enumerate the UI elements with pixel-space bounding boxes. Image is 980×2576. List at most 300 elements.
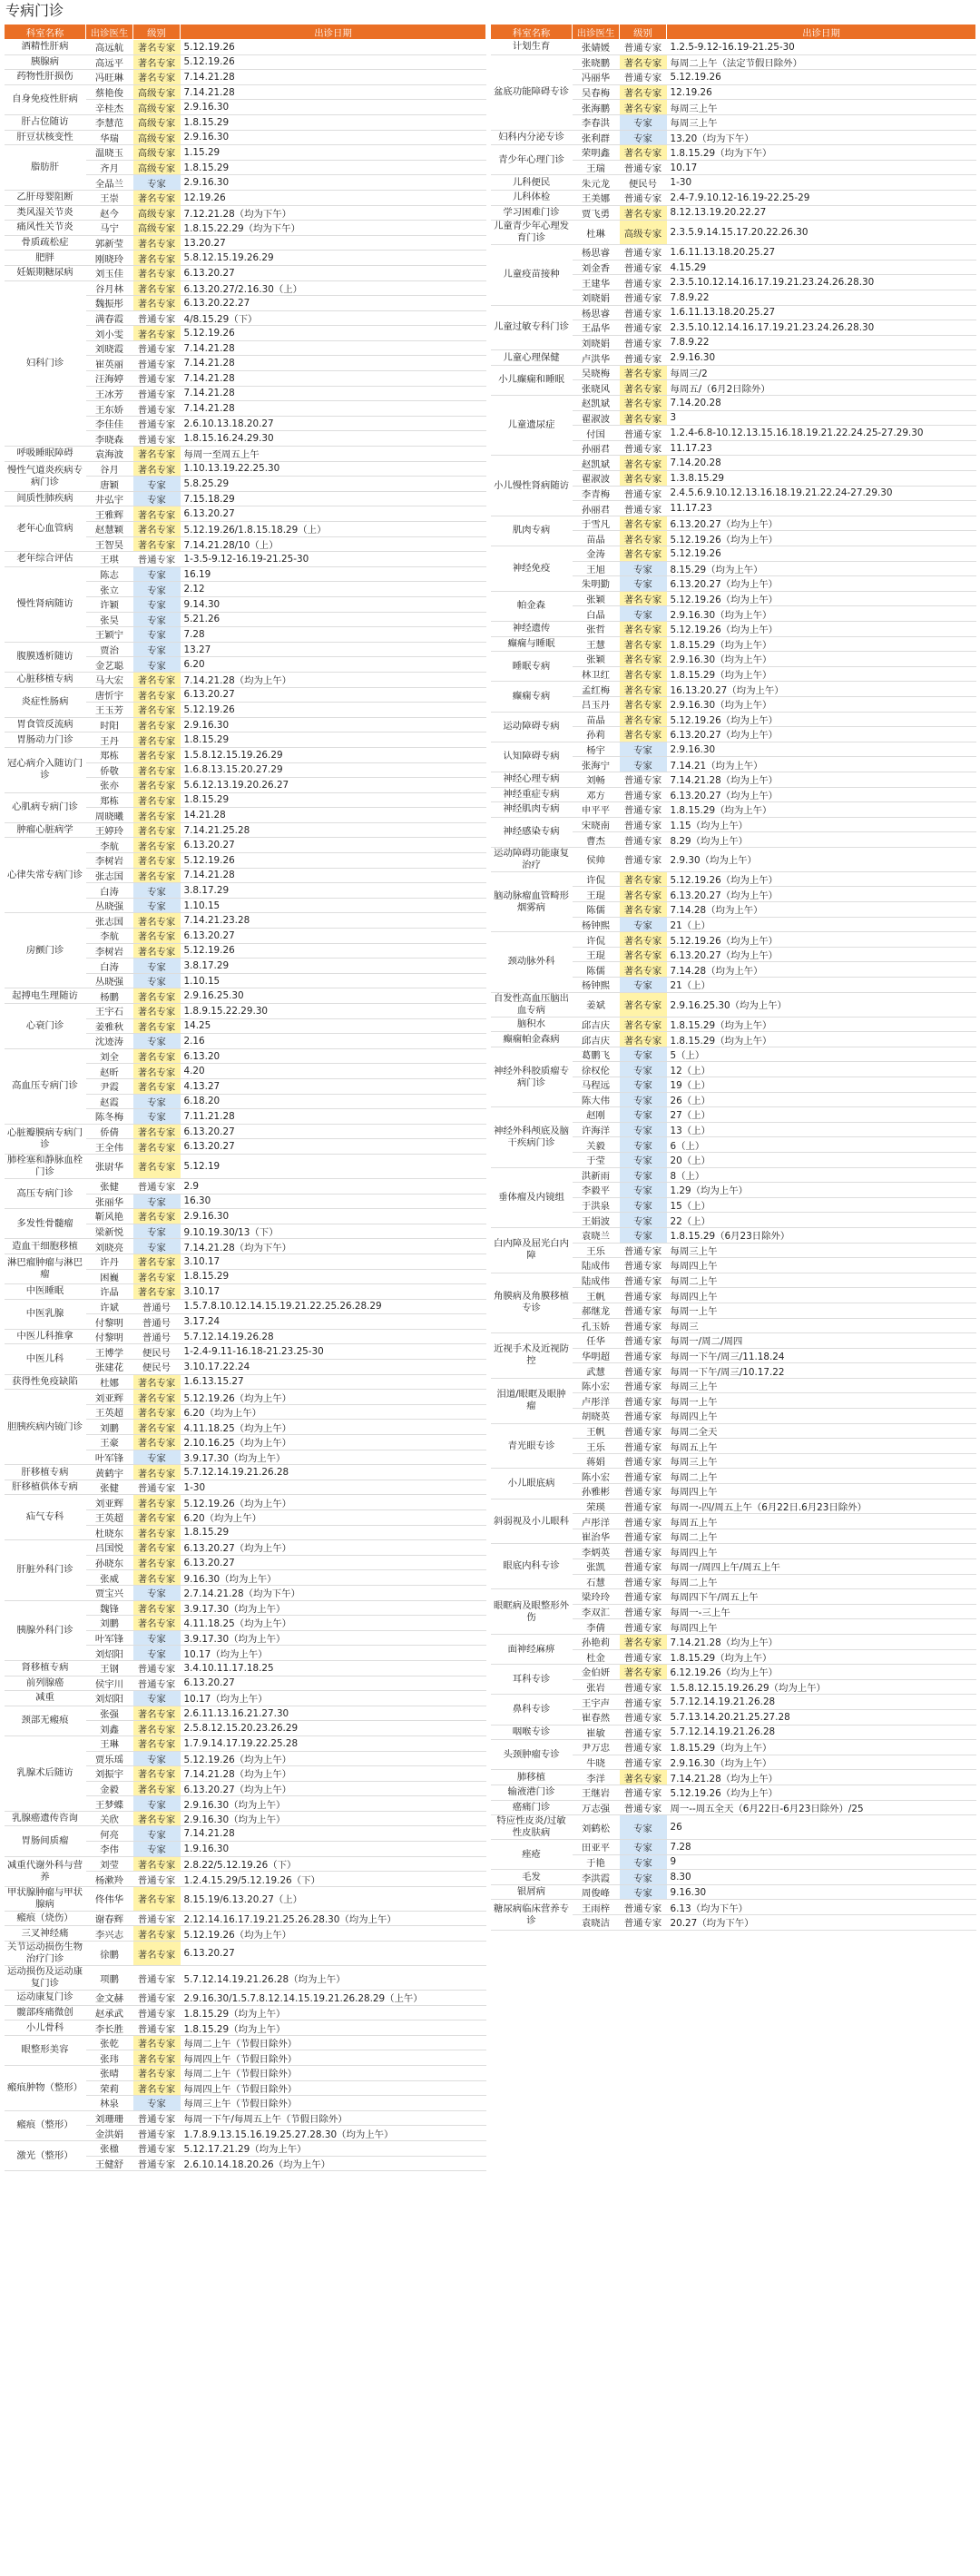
dept-cell: 颈部无瘢痕 <box>5 1706 86 1735</box>
date-cell: 6.13.20.27（均为上午） <box>181 1540 486 1556</box>
dept-cell: 肺栓塞和静脉血栓门诊 <box>5 1154 86 1178</box>
table-row <box>5 838 486 853</box>
level-cell: 著名专家 <box>620 947 667 962</box>
level-cell: 专家 <box>620 1077 667 1093</box>
table-row <box>5 205 486 221</box>
table-row <box>5 1856 486 1872</box>
level-cell: 著名专家 <box>133 1811 181 1826</box>
table-row <box>491 1695 976 1710</box>
date-cell: 每周三上午（节假日除外） <box>181 2096 486 2111</box>
level-cell: 著名专家 <box>133 2050 181 2066</box>
doctor-cell: 邱吉庆 <box>573 1017 620 1032</box>
doctor-cell: 侯宇川 <box>86 1676 133 1691</box>
doctor-cell: 曹杰 <box>573 832 620 848</box>
date-cell: 3.10.17 <box>181 1284 486 1300</box>
date-cell: 9.16.30 <box>667 1884 976 1900</box>
dept-cell: 肿瘤心脏病学 <box>5 822 86 838</box>
level-cell: 著名专家 <box>133 1886 181 1911</box>
level-cell: 著名专家 <box>620 1770 667 1785</box>
doctor-cell: 唐忻宇 <box>86 687 133 703</box>
dept-cell: 高血压专病门诊 <box>5 1048 86 1124</box>
schedule-table-left <box>4 24 486 2171</box>
doctor-cell: 马大宏 <box>86 672 133 687</box>
doctor-cell: 王晶华 <box>573 320 620 336</box>
dept-cell: 计划生育 <box>491 40 573 55</box>
doctor-cell: 唐颖 <box>86 477 133 492</box>
level-cell: 著名专家 <box>620 666 667 682</box>
table-row <box>491 1900 976 1915</box>
date-cell: 5.12.19.26（均为上午） <box>667 531 976 546</box>
doctor-cell: 叶军锋 <box>86 1450 133 1465</box>
date-cell: 1.8.15.29（均为上午） <box>667 1740 976 1755</box>
level-cell: 著名专家 <box>133 988 181 1004</box>
date-cell: 2.9.16.25.30 <box>181 988 486 1004</box>
dept-cell: 中医儿科 <box>5 1344 86 1374</box>
level-cell: 专家 <box>133 1194 181 1209</box>
level-cell: 著名专家 <box>133 1139 181 1155</box>
doctor-cell: 李春洪 <box>573 114 620 130</box>
doctor-cell: 卢洪华 <box>573 350 620 366</box>
doctor-cell: 胡晓英 <box>573 1409 620 1424</box>
dept-cell: 输液港门诊 <box>491 1785 573 1800</box>
doctor-cell: 陈小宏 <box>573 1469 620 1484</box>
table-row <box>5 1004 486 1019</box>
date-cell: 5.12.19.26 <box>667 70 976 85</box>
doctor-cell: 崔英丽 <box>86 356 133 371</box>
level-cell: 著名专家 <box>133 296 181 311</box>
level-cell: 普通专家 <box>620 1725 667 1740</box>
table-row <box>5 2005 486 2020</box>
dept-cell: 胃肠动力门诊 <box>5 732 86 748</box>
date-cell: 7.14.21.28 <box>181 386 486 401</box>
date-cell: 每周三 <box>667 1318 976 1333</box>
table-row <box>5 1329 486 1344</box>
date-cell: 2.9.16.30 <box>181 175 486 191</box>
level-cell: 著名专家 <box>133 536 181 552</box>
table-row <box>491 1423 976 1439</box>
date-cell: 2.9.16.30（均为上午） <box>667 696 976 712</box>
level-cell: 著名专家 <box>133 747 181 762</box>
date-cell: 每周一/周二/周四 <box>667 1333 976 1349</box>
table-row <box>5 1691 486 1706</box>
date-cell: 每周二上午（法定节假日除外） <box>667 54 976 70</box>
date-cell: 每周一至周五上午 <box>181 447 486 462</box>
level-cell: 普通专家 <box>133 2005 181 2020</box>
level-cell: 专家 <box>620 130 667 145</box>
dept-cell: 运动障碍功能康复治疗 <box>491 847 573 871</box>
date-cell: 20.27（均为下午） <box>667 1915 976 1931</box>
doctor-cell: 孙丽君 <box>573 501 620 516</box>
doctor-cell: 王雅辉 <box>86 506 133 522</box>
table-row <box>5 988 486 1004</box>
level-cell: 普通专家 <box>620 787 667 802</box>
level-cell: 普通专家 <box>620 1529 667 1544</box>
doctor-cell: 金伯妍 <box>573 1665 620 1680</box>
table-row <box>491 817 976 832</box>
level-cell: 著名专家 <box>133 1018 181 1034</box>
level-cell: 专家 <box>620 114 667 130</box>
date-cell: 2.9.16.30（均为上午） <box>181 1811 486 1826</box>
table-row <box>5 1209 486 1224</box>
date-cell: 5.7.12.14.19.21.26.28 <box>667 1695 976 1710</box>
date-cell: 15（上） <box>667 1197 976 1213</box>
level-cell: 著名专家 <box>133 1435 181 1450</box>
date-cell: 8（上） <box>667 1167 976 1183</box>
date-cell: 6.13.20.27/2.16.30（上） <box>181 280 486 296</box>
level-cell: 著名专家 <box>133 461 181 477</box>
doctor-cell: 刘玉佳 <box>86 265 133 280</box>
level-cell: 著名专家 <box>133 1721 181 1736</box>
level-cell: 著名专家 <box>133 1525 181 1540</box>
level-cell: 普通专家 <box>133 1872 181 1887</box>
dept-cell: 肝豆状核变性 <box>5 130 86 145</box>
doctor-cell: 许晶 <box>86 1284 133 1300</box>
level-cell: 著名专家 <box>133 506 181 522</box>
date-cell: 周一--周五全天（6月22日-6月23日除外）/25 <box>667 1800 976 1815</box>
doctor-cell: 付国 <box>573 426 620 441</box>
date-cell: 4.11.18.25（均为上午） <box>181 1420 486 1435</box>
level-cell: 著名专家 <box>133 522 181 537</box>
table-row <box>491 1107 976 1123</box>
date-cell: 5.12.19.26（均为上午） <box>667 712 976 727</box>
dept-cell: 面神经麻痹 <box>491 1634 573 1664</box>
doctor-cell: 陈儒 <box>573 902 620 918</box>
level-cell: 著名专家 <box>133 1510 181 1526</box>
level-cell: 著名专家 <box>133 1706 181 1721</box>
date-cell: 1.8.15.29（6月23日除外） <box>667 1227 976 1243</box>
date-cell: 2.9.16.30 <box>667 742 976 757</box>
level-cell: 普通专家 <box>133 1966 181 1991</box>
date-cell: 1.8.15.29（均为上午） <box>667 1017 976 1032</box>
doctor-cell: 张健 <box>86 1178 133 1194</box>
doctor-cell: 刘炤阳 <box>86 1646 133 1661</box>
date-cell: 8.12.13.19.20.22.27 <box>667 205 976 221</box>
date-cell: 6.13.20.27（均为上午） <box>667 787 976 802</box>
date-cell: 每周三上午 <box>667 114 976 130</box>
date-cell: 4.15.29 <box>667 260 976 275</box>
level-cell: 著名专家 <box>133 1048 181 1064</box>
dept-cell: 糖尿病临床营养专诊 <box>491 1900 573 1930</box>
date-cell: 1.2.4-6.8-10.12.13.15.16.18.19.21.22.24.25-27.29.30 <box>667 426 976 441</box>
dept-cell: 甲状腺肿瘤与甲状腺病 <box>5 1886 86 1911</box>
level-cell: 普通专家 <box>133 1480 181 1495</box>
date-cell: 1.8.15.22.29（均为下午） <box>181 221 486 236</box>
doctor-cell: 于洪泉 <box>573 1197 620 1213</box>
doctor-cell: 张凯 <box>573 1559 620 1575</box>
date-cell: 21（上） <box>667 917 976 932</box>
dept-cell: 炎症性肠病 <box>5 687 86 717</box>
date-cell: 7.14.21.23.28 <box>181 913 486 929</box>
doctor-cell: 王乐 <box>573 1243 620 1258</box>
level-cell: 普通专家 <box>133 1660 181 1676</box>
date-cell: 7.14.21.28（均为上午） <box>181 1766 486 1782</box>
doctor-cell: 张强 <box>86 1706 133 1721</box>
date-cell: 7.14.21.25.28 <box>181 822 486 838</box>
dept-cell: 神经免疫 <box>491 546 573 592</box>
doctor-cell: 佟伟华 <box>86 1886 133 1911</box>
table-row <box>5 687 486 703</box>
date-cell: 1.8.15.16.24.29.30 <box>181 431 486 447</box>
date-cell: 10.17（均为上午） <box>181 1691 486 1706</box>
level-cell: 普通专家 <box>620 350 667 366</box>
level-cell: 高级专家 <box>133 100 181 115</box>
level-cell: 高级专家 <box>133 221 181 236</box>
level-cell: 专家 <box>133 2096 181 2111</box>
dept-cell: 肥胖 <box>5 251 86 266</box>
table-row <box>5 552 486 567</box>
date-cell: 6.13.20.27 <box>181 838 486 853</box>
doctor-cell: 刘振宇 <box>86 1766 133 1782</box>
level-cell: 普通专家 <box>620 1915 667 1931</box>
date-cell: 1.6.8.13.15.20.27.29 <box>181 762 486 778</box>
doctor-cell: 刘全 <box>86 1048 133 1064</box>
date-cell: 1.5.7.8.10.12.14.15.19.21.22.25.26.28.29 <box>181 1299 486 1314</box>
dept-cell: 眼底内科专诊 <box>491 1544 573 1589</box>
table-row <box>491 1333 976 1349</box>
doctor-cell: 王颖宁 <box>86 627 133 643</box>
doctor-cell: 李伟 <box>86 1842 133 1857</box>
dept-cell: 肌肉专病 <box>491 516 573 546</box>
level-cell: 著名专家 <box>133 1254 181 1269</box>
doctor-cell: 梁新悦 <box>86 1224 133 1239</box>
date-cell: 每周三上午 <box>667 1453 976 1469</box>
date-cell: 1.8.9.15.22.29.30 <box>181 1004 486 1019</box>
table-row <box>491 1469 976 1484</box>
date-cell: 2.9.16.30 <box>667 350 976 366</box>
level-cell: 著名专家 <box>620 396 667 411</box>
date-cell: 22（上） <box>667 1213 976 1228</box>
table-row <box>491 145 976 161</box>
level-cell: 著名专家 <box>133 1078 181 1094</box>
level-cell: 著名专家 <box>620 100 667 115</box>
level-cell: 普通专家 <box>620 1409 667 1424</box>
doctor-cell: 于雪凡 <box>573 516 620 531</box>
date-cell: 1.2.5-9.12-16.19-21.25-30 <box>667 40 976 55</box>
date-cell: 5.12.19.26 <box>181 703 486 718</box>
date-cell: 5.12.19.26/1.8.15.18.29（上） <box>181 522 486 537</box>
dept-cell: 泪道/眼眶及眼肿瘤 <box>491 1378 573 1423</box>
date-cell: 7.12.21.28（均为下午） <box>181 205 486 221</box>
dept-cell: 儿童疫苗接种 <box>491 245 573 305</box>
date-cell: 2.9.16.30 <box>181 130 486 145</box>
date-cell: 每周三/2 <box>667 365 976 380</box>
date-cell: 1.8.15.29（均为上午） <box>667 1032 976 1047</box>
level-cell: 著名专家 <box>133 1781 181 1796</box>
date-cell: 2.12 <box>181 582 486 597</box>
level-cell: 著名专家 <box>620 54 667 70</box>
date-cell: 5.6.12.13.19.20.26.27 <box>181 778 486 793</box>
table-row <box>5 1495 486 1510</box>
doctor-cell: 张海宁 <box>573 757 620 772</box>
doctor-cell: 周俊峰 <box>573 1884 620 1900</box>
dept-cell: 肝占位随访 <box>5 114 86 130</box>
table-row <box>491 456 976 471</box>
level-cell: 普通专家 <box>133 1676 181 1691</box>
doctor-cell: 刘畅 <box>573 772 620 787</box>
level-cell: 专家 <box>620 1183 667 1198</box>
doctor-cell: 孙丽君 <box>573 440 620 456</box>
doctor-cell: 林卫红 <box>573 666 620 682</box>
table-row <box>491 1634 976 1649</box>
level-cell: 普通专家 <box>620 1559 667 1575</box>
level-cell: 普通专家 <box>620 70 667 85</box>
doctor-cell: 杜娜 <box>86 1374 133 1390</box>
doctor-cell: 王东娇 <box>86 401 133 417</box>
date-cell: 6.20（均为上午） <box>181 1510 486 1526</box>
level-cell: 专家 <box>133 1239 181 1254</box>
dept-cell: 慢性肾病随访 <box>5 566 86 642</box>
dept-cell: 小儿慢性肾病随访 <box>491 456 573 516</box>
table-row <box>5 1911 486 1926</box>
table-row <box>491 1740 976 1755</box>
date-cell: 5.12.19.26 <box>667 546 976 562</box>
level-cell: 普通专家 <box>620 245 667 261</box>
doctor-cell: 张丽华 <box>86 1194 133 1209</box>
level-cell: 普通专家 <box>133 416 181 431</box>
table-row <box>5 1344 486 1360</box>
doctor-cell: 金文赫 <box>86 1991 133 2006</box>
date-cell: 2.9.16.30/1.5.7.8.12.14.15.19.21.26.28.29（上午） <box>181 1991 486 2006</box>
doctor-cell: 贾治 <box>86 642 133 657</box>
date-cell: 7.14.21.28（均为上午） <box>181 672 486 687</box>
level-cell: 著名专家 <box>620 516 667 531</box>
doctor-cell: 王建华 <box>573 275 620 290</box>
doctor-cell: 刘莹 <box>86 1856 133 1872</box>
dept-cell: 运动障碍专病 <box>491 712 573 742</box>
table-row <box>5 1991 486 2006</box>
date-cell: 1.15（均为上午） <box>667 817 976 832</box>
table-row <box>491 1544 976 1559</box>
level-cell: 著名专家 <box>620 871 667 887</box>
level-cell: 普通专家 <box>620 832 667 848</box>
level-cell: 著名专家 <box>133 687 181 703</box>
doctor-cell: 翟淑波 <box>573 471 620 487</box>
doctor-cell: 冯丽华 <box>573 70 620 85</box>
level-cell: 著名专家 <box>133 1735 181 1751</box>
level-cell: 著名专家 <box>133 732 181 748</box>
dept-cell: 肺移植 <box>491 1770 573 1785</box>
dept-cell: 运动损伤及运动康复门诊 <box>5 1966 86 1991</box>
doctor-cell: 尹霞 <box>86 1078 133 1094</box>
doctor-cell: 赵凯斌 <box>573 396 620 411</box>
date-cell: 5.7.12.14.19.26.28 <box>181 1329 486 1344</box>
doctor-cell: 李慧范 <box>86 114 133 130</box>
doctor-cell: 赵刚 <box>573 1107 620 1123</box>
doctor-cell: 张晴 <box>86 2066 133 2081</box>
date-cell: 7.14.21.28 <box>181 340 486 356</box>
date-cell: 1-30 <box>181 1480 486 1495</box>
date-cell: 3.8.17.29 <box>181 959 486 974</box>
dept-cell: 神经外科颅底及脑干疾病门诊 <box>491 1107 573 1167</box>
dept-cell: 自身免疫性肝病 <box>5 84 86 114</box>
doctor-cell: 张昊 <box>86 612 133 627</box>
table-row <box>491 516 976 531</box>
date-cell: 8.15.19/6.13.20.27（上） <box>181 1886 486 1911</box>
date-cell: 5.7.13.14.20.21.25.27.28 <box>667 1709 976 1725</box>
dept-cell: 起搏电生理随访 <box>5 988 86 1004</box>
date-cell: 每周二上午 <box>667 1469 976 1484</box>
level-cell: 普通专家 <box>133 431 181 447</box>
dept-cell: 乳腺术后随访 <box>5 1735 86 1811</box>
date-cell: 2.3.5.10.12.14.16.17.19.21.23.24.26.28.30 <box>667 275 976 290</box>
doctor-cell: 苗晶 <box>573 531 620 546</box>
date-cell: 4.20 <box>181 1064 486 1079</box>
dept-cell: 酒精性肝病 <box>5 40 86 55</box>
dept-cell: 肝脏外科门诊 <box>5 1540 86 1600</box>
level-cell: 著名专家 <box>133 1004 181 1019</box>
table-row <box>491 1378 976 1393</box>
level-cell: 著名专家 <box>133 717 181 732</box>
level-cell: 著名专家 <box>133 2080 181 2096</box>
dept-cell: 胰腺外科门诊 <box>5 1600 86 1660</box>
doctor-cell: 李洋 <box>573 1770 620 1785</box>
dept-cell: 眼整形美容 <box>5 2035 86 2065</box>
doctor-cell: 许丹 <box>86 1254 133 1269</box>
doctor-cell: 白涛 <box>86 959 133 974</box>
doctor-cell: 王玉芳 <box>86 703 133 718</box>
level-cell: 著名专家 <box>620 696 667 712</box>
doctor-cell: 王继岩 <box>573 1785 620 1800</box>
date-cell: 7.14.21.28（均为上午） <box>667 1634 976 1649</box>
date-cell: 2.9.16.30 <box>181 717 486 732</box>
doctor-cell: 苗晶 <box>573 712 620 727</box>
date-cell: 每周二上午 <box>667 1574 976 1589</box>
level-cell: 普通专家 <box>133 371 181 387</box>
table-row <box>491 1589 976 1605</box>
dept-cell: 胃食管反流病 <box>5 717 86 732</box>
table-row <box>5 642 486 657</box>
date-cell: 9.10.19.30/13（下） <box>181 1224 486 1239</box>
date-cell: 6.13.20.27 <box>181 265 486 280</box>
doctor-cell: 侯帅 <box>573 847 620 871</box>
doctor-cell: 项鹏 <box>86 1966 133 1991</box>
doctor-cell: 刘鹏 <box>86 1420 133 1435</box>
dept-cell: 痤疮 <box>491 1840 573 1870</box>
dept-cell: 盆底功能障碍专诊 <box>491 54 573 130</box>
date-cell: 7.14.21.28/10（上） <box>181 536 486 552</box>
level-cell: 专家 <box>620 1152 667 1167</box>
table-row <box>491 591 976 606</box>
level-cell: 著名专家 <box>133 703 181 718</box>
doctor-cell: 蔡艳俊 <box>86 84 133 100</box>
doctor-cell: 王全伟 <box>86 1139 133 1155</box>
dept-cell: 耳科专诊 <box>491 1665 573 1695</box>
table-row <box>491 802 976 818</box>
date-cell: 5.12.19.26（均为上午） <box>667 591 976 606</box>
date-cell: 7.15.18.29 <box>181 491 486 506</box>
doctor-cell: 王博学 <box>86 1344 133 1360</box>
doctor-cell: 吕玉丹 <box>573 696 620 712</box>
table-row <box>491 1785 976 1800</box>
date-cell: 7.14.21.28 <box>181 868 486 883</box>
dept-cell: 三叉神经痛 <box>5 1926 86 1942</box>
doctor-cell: 张楹 <box>86 2140 133 2156</box>
table-row <box>5 1480 486 1495</box>
date-cell: 1.7.9.14.17.19.22.25.28 <box>181 1735 486 1751</box>
level-cell: 普通专家 <box>620 1258 667 1273</box>
dept-cell: 儿科体检 <box>491 190 573 205</box>
dept-cell: 药物性肝损伤 <box>5 70 86 85</box>
dept-cell: 儿科便民 <box>491 175 573 191</box>
doctor-cell: 张志国 <box>86 868 133 883</box>
date-cell: 2.9.16.30（均为上午） <box>667 606 976 622</box>
doctor-cell: 王宇声 <box>573 1695 620 1710</box>
doctor-cell: 牛晓 <box>573 1755 620 1770</box>
date-cell: 5.21.26 <box>181 612 486 627</box>
date-cell: 8.15.29（均为上午） <box>667 561 976 576</box>
level-cell: 便民号 <box>133 1360 181 1375</box>
date-cell: 5.12.19.26（均为上午） <box>181 1926 486 1942</box>
